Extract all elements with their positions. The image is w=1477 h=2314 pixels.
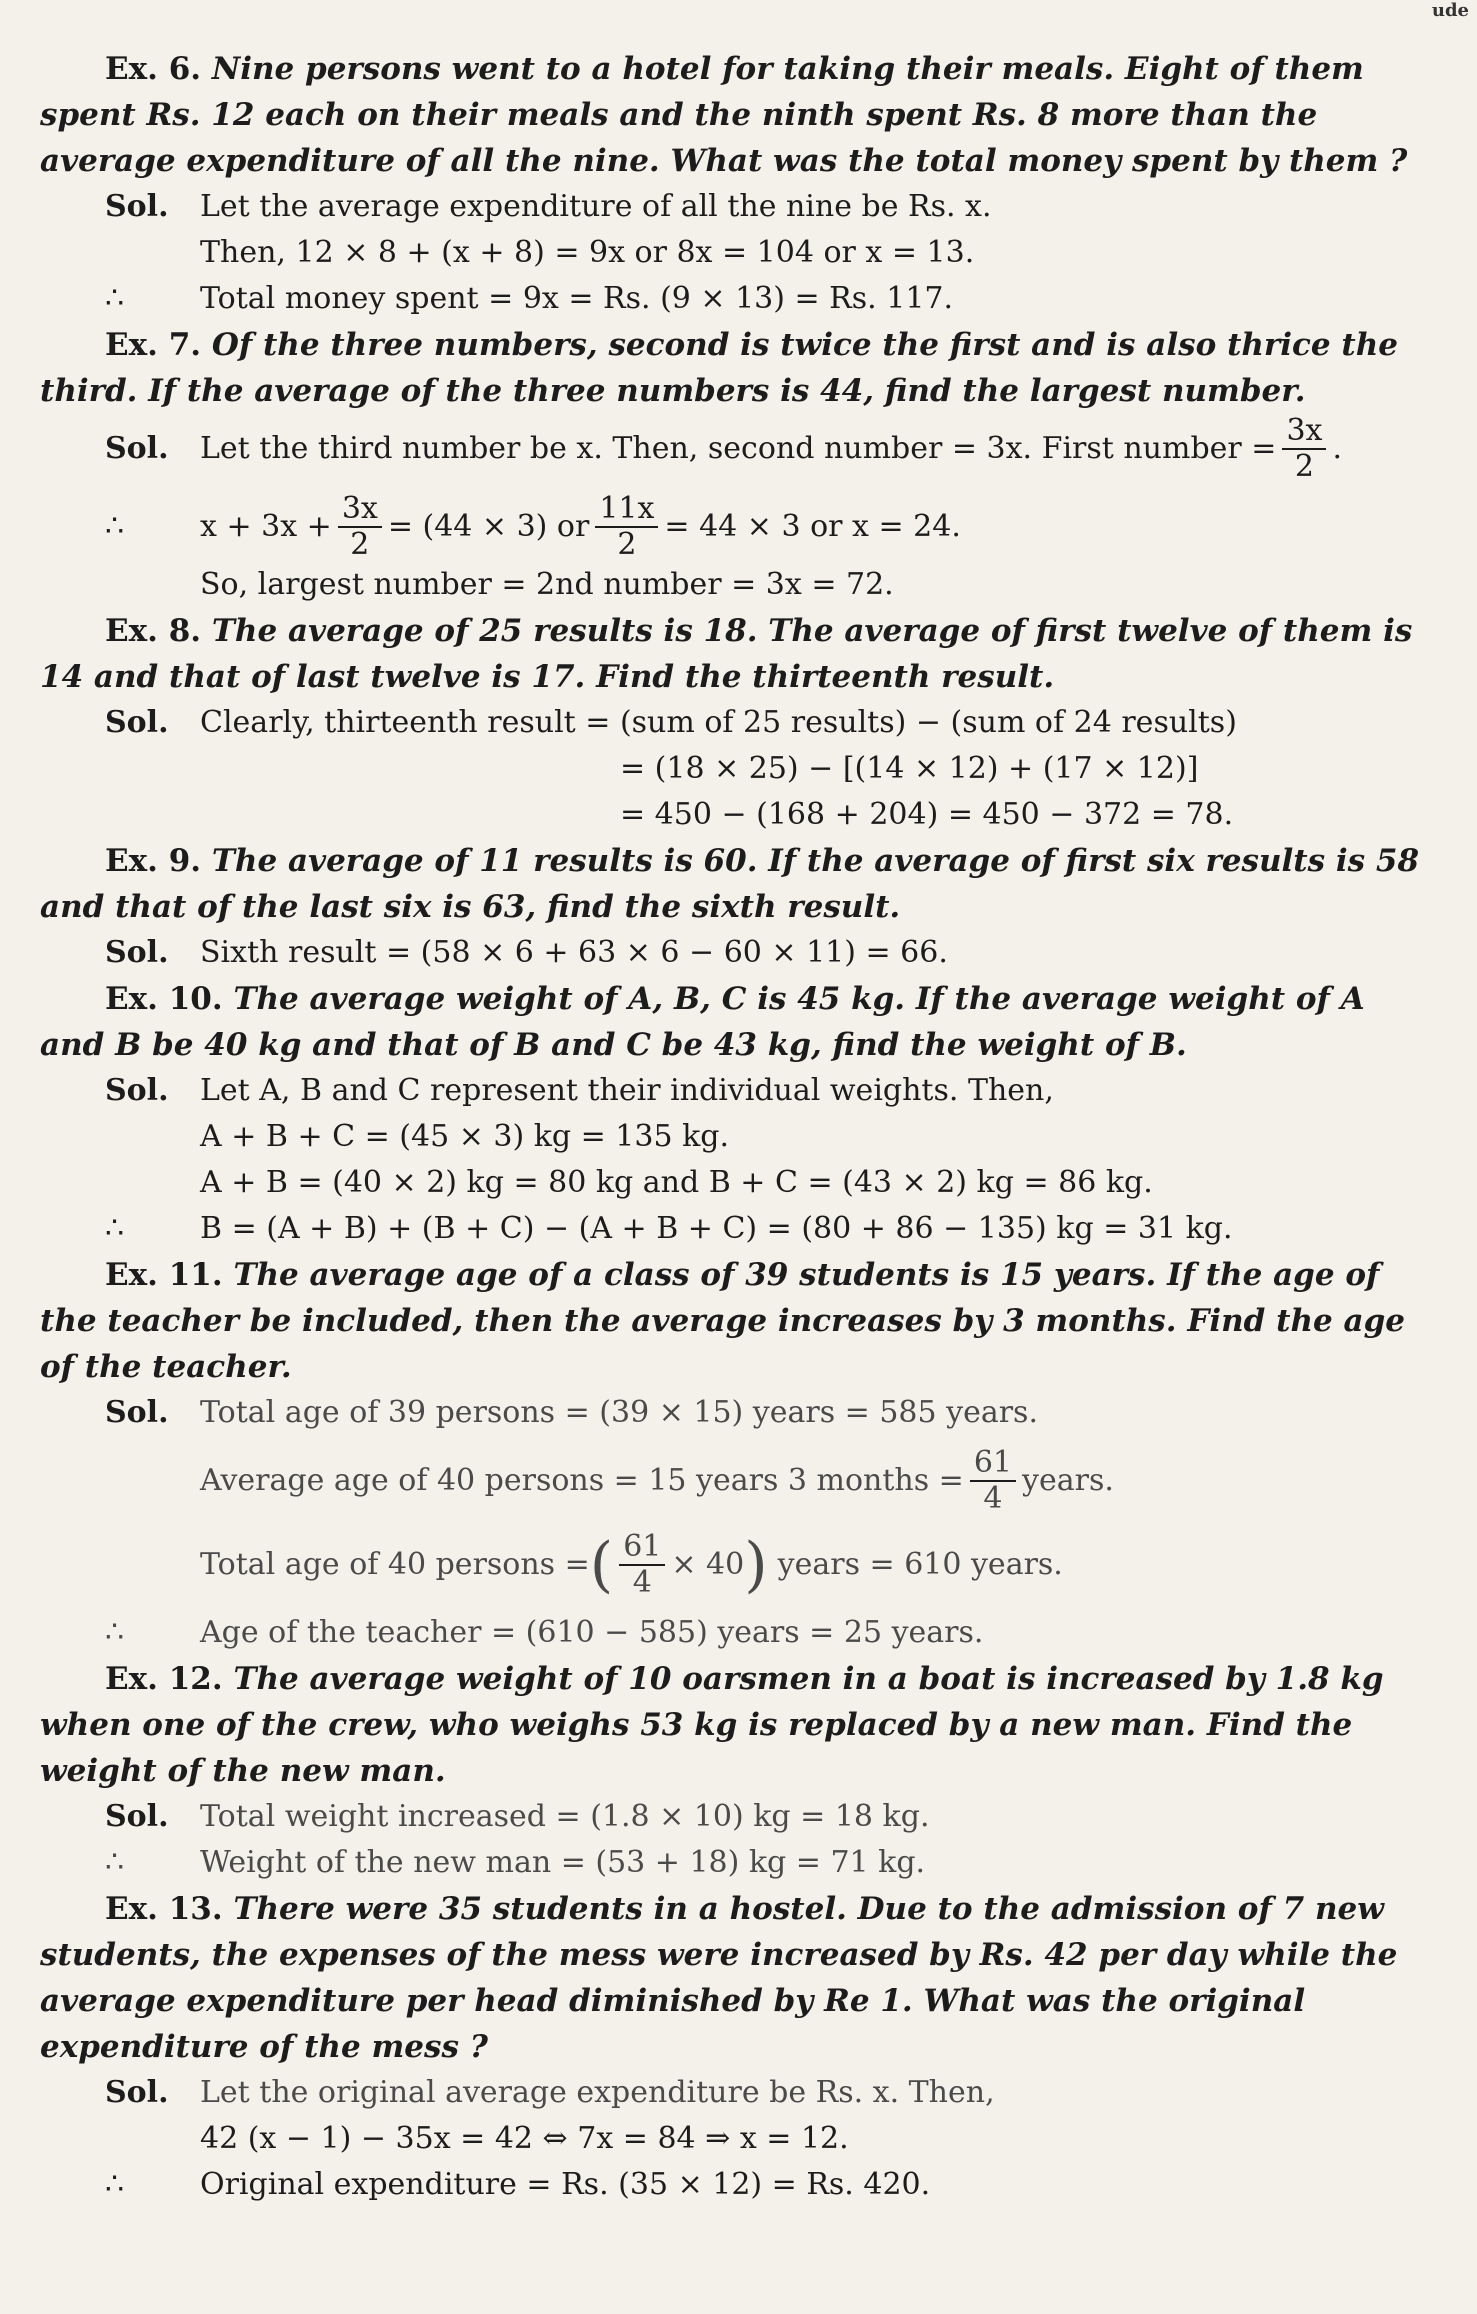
example-8-sol-label: Sol. — [105, 705, 169, 740]
example-13-solution-line-1 — [0, 2070, 1477, 2116]
example-6-sol-text-2: Then, 12 × 8 + (x + 8) = 9x or 8x = 104 or x = 13. — [200, 235, 975, 270]
example-6-sol-text-1: Let the average expenditure of all the nine be Rs. x. — [200, 189, 992, 224]
example-6-solution-line-2 — [0, 230, 1477, 276]
fraction-denominator: 2 — [350, 527, 370, 562]
example-13-sol-text-2: 42 (x − 1) − 35x = 42 ⇔ 7x = 84 ⇒ x = 12. — [200, 2121, 849, 2156]
example-10-solution-line-3 — [0, 1160, 1477, 1206]
fraction-3x-over-2 — [1282, 414, 1326, 484]
corner-mark: ude — [1431, 0, 1469, 21]
fraction-3x-over-2 — [338, 492, 382, 562]
example-13-sol-text-3: Original expenditure = Rs. (35 × 12) = Rs. 420. — [200, 2167, 931, 2202]
fraction-numerator: 61 — [970, 1446, 1016, 1482]
fraction-numerator: 61 — [619, 1530, 665, 1566]
example-10-label: Ex. 10. — [105, 981, 223, 1017]
example-10-sol-text-4: B = (A + B) + (B + C) − (A + B + C) = (80 + 86 − 135) kg = 31 kg. — [200, 1211, 1233, 1246]
example-12-solution-line-1 — [0, 1794, 1477, 1840]
example-10-sol-label: Sol. — [105, 1073, 169, 1108]
example-11-sol-text-3-suffix: years = 610 years. — [777, 1547, 1063, 1582]
example-8-solution-line-1 — [0, 700, 1477, 746]
example-10-sol-text-2: A + B + C = (45 × 3) kg = 135 kg. — [200, 1119, 730, 1154]
example-13-sol-text-1: Let the original average expenditure be Rs. x. Then, — [200, 2075, 995, 2110]
example-6-solution-line-1 — [0, 184, 1477, 230]
example-7-label: Ex. 7. — [105, 327, 202, 363]
fraction-61-over-4 — [970, 1446, 1016, 1516]
example-13-sol-label: Sol. — [105, 2075, 169, 2110]
example-11-sol-text-3: Total age of 40 persons = — [200, 1547, 590, 1582]
fraction-numerator: 3x — [1282, 414, 1326, 450]
therefore-symbol: ∴ — [105, 1211, 125, 1246]
fraction-61-over-4 — [619, 1530, 665, 1600]
example-6-label: Ex. 6. — [105, 51, 202, 87]
example-7-solution-line-2 — [0, 492, 1477, 562]
example-7-eq-prefix: x + 3x + — [200, 509, 332, 544]
example-10-text: The average weight of A, B, C is 45 kg. If the average weight of A and B be 40 kg and that of B and C be 43 kg, find the weight of B. — [40, 981, 1365, 1063]
example-7-sol-label: Sol. — [105, 431, 169, 466]
fraction-denominator: 2 — [1294, 449, 1314, 484]
example-8-text: The average of 25 results is 18. The average of first twelve of them is 14 and that of last twelve is 17. Find the thirteenth result. — [40, 613, 1413, 695]
example-13-label: Ex. 13. — [105, 1891, 223, 1927]
left-paren: ( — [589, 1530, 614, 1600]
example-12-text: The average weight of 10 oarsmen in a boat is increased by 1.8 kg when one of the crew, who weighs 53 kg is replaced by a new man. Find the weight of the new man. — [40, 1661, 1384, 1789]
example-7-sol-text-3: So, largest number = 2nd number = 3x = 72. — [200, 567, 894, 602]
fraction-numerator: 3x — [338, 492, 382, 528]
example-11-question — [0, 1252, 1477, 1390]
example-7-solution-line-3 — [0, 562, 1477, 608]
example-11-sol-label: Sol. — [105, 1395, 169, 1430]
example-11-solution-line-3 — [0, 1530, 1477, 1600]
therefore-symbol: ∴ — [105, 509, 125, 544]
example-12-solution-line-2 — [0, 1840, 1477, 1886]
example-9-text: The average of 11 results is 60. If the average of first six results is 58 and that of the last six is 63, find the sixth result. — [40, 843, 1420, 925]
example-11-text: The average age of a class of 39 students is 15 years. If the age of the teacher be included, then the average increases by 3 months. Find the age of the teacher. — [40, 1257, 1405, 1385]
example-11-sol-text-4: Age of the teacher = (610 − 585) years = 25 years. — [200, 1615, 984, 1650]
fraction-11x-over-2 — [595, 492, 658, 562]
example-9-solution-line-1 — [0, 930, 1477, 976]
example-6-solution-line-3 — [0, 276, 1477, 322]
example-8-sol-text-3: = 450 − (168 + 204) = 450 − 372 = 78. — [620, 797, 1234, 832]
fraction-denominator: 4 — [632, 1565, 652, 1600]
therefore-symbol: ∴ — [105, 281, 125, 316]
therefore-symbol: ∴ — [105, 2167, 125, 2202]
example-8-sol-text-1: Clearly, thirteenth result = (sum of 25 results) − (sum of 24 results) — [200, 705, 1237, 740]
example-11-label: Ex. 11. — [105, 1257, 223, 1293]
example-9-label: Ex. 9. — [105, 843, 202, 879]
example-7-solution-line-1: Sol. Let the third number be x. Then, second number = 3x. First number = $\frac{3x}{2}$ . — [105, 413, 1342, 484]
example-10-solution-line-4 — [0, 1206, 1477, 1252]
example-8-question — [0, 608, 1477, 700]
right-paren: ) — [744, 1530, 768, 1600]
example-7-eq-mid: = (44 × 3) or — [387, 509, 590, 544]
example-8-solution-line-2 — [0, 746, 1477, 792]
example-12-question — [0, 1656, 1477, 1794]
example-7-text: Of the three numbers, second is twice the first and is also thrice the third. If the average of the three numbers is 44, find the largest number. — [40, 327, 1399, 409]
example-6-text: Nine persons went to a hotel for taking their meals. Eight of them spent Rs. 12 each on their meals and the ninth spent Rs. 8 more than the average expenditure of all the nine. What was the total money spent by them ? — [40, 51, 1408, 179]
example-9-question — [0, 838, 1477, 930]
therefore-symbol: ∴ — [105, 1845, 125, 1880]
example-7-sol-text-1: Let the third number be x. Then, second number = 3x. First number = — [200, 431, 1277, 466]
example-10-sol-text-1: Let A, B and C represent their individual weights. Then, — [200, 1073, 1054, 1108]
example-11-sol-text-2: Average age of 40 persons = 15 years 3 months = — [200, 1463, 964, 1498]
example-11-sol-text-2-suffix: years. — [1022, 1463, 1114, 1498]
example-6-sol-label: Sol. — [105, 189, 169, 224]
fraction-denominator: 4 — [983, 1481, 1003, 1516]
example-11-solution-line-2 — [0, 1446, 1477, 1516]
example-12-sol-text-1: Total weight increased = (1.8 × 10) kg = 18 kg. — [200, 1799, 930, 1834]
example-11-solution-line-4 — [0, 1610, 1477, 1656]
example-12-sol-label: Sol. — [105, 1799, 169, 1834]
example-9-sol-label: Sol. — [105, 935, 169, 970]
example-12-sol-text-2: Weight of the new man = (53 + 18) kg = 71 kg. — [200, 1845, 926, 1880]
example-7-eq-suffix: = 44 × 3 or x = 24. — [664, 509, 961, 544]
example-11-sol-text-3-mid: × 40 — [671, 1547, 745, 1582]
example-10-solution-line-2 — [0, 1114, 1477, 1160]
example-13-question — [0, 1886, 1477, 2070]
example-13-solution-line-2 — [0, 2116, 1477, 2162]
example-6-question — [0, 46, 1477, 184]
example-7-question — [0, 322, 1477, 414]
therefore-symbol: ∴ — [105, 1615, 125, 1650]
example-6-sol-text-3: Total money spent = 9x = Rs. (9 × 13) = Rs. 117. — [200, 281, 954, 316]
example-11-solution-line-1 — [0, 1390, 1477, 1436]
example-13-solution-line-3 — [0, 2162, 1477, 2208]
example-12-label: Ex. 12. — [105, 1661, 223, 1697]
example-10-question — [0, 976, 1477, 1068]
example-10-sol-text-3: A + B = (40 × 2) kg = 80 kg and B + C = (43 × 2) kg = 86 kg. — [200, 1165, 1153, 1200]
example-11-sol-text-1: Total age of 39 persons = (39 × 15) years = 585 years. — [200, 1395, 1038, 1430]
example-8-solution-line-3 — [0, 792, 1477, 838]
fraction-numerator: 11x — [595, 492, 658, 528]
example-8-sol-text-2: = (18 × 25) − [(14 × 12) + (17 × 12)] — [620, 751, 1199, 786]
example-13-text: There were 35 students in a hostel. Due to the admission of 7 new students, the expenses of the mess were increased by Rs. 42 per day while the average expenditure per head diminished by Re 1. What was the original expenditure of the mess ? — [40, 1891, 1398, 2065]
example-10-solution-line-1 — [0, 1068, 1477, 1114]
fraction-denominator: 2 — [617, 527, 637, 562]
example-9-sol-text-1: Sixth result = (58 × 6 + 63 × 6 − 60 × 11) = 66. — [200, 935, 948, 970]
example-8-label: Ex. 8. — [105, 613, 202, 649]
